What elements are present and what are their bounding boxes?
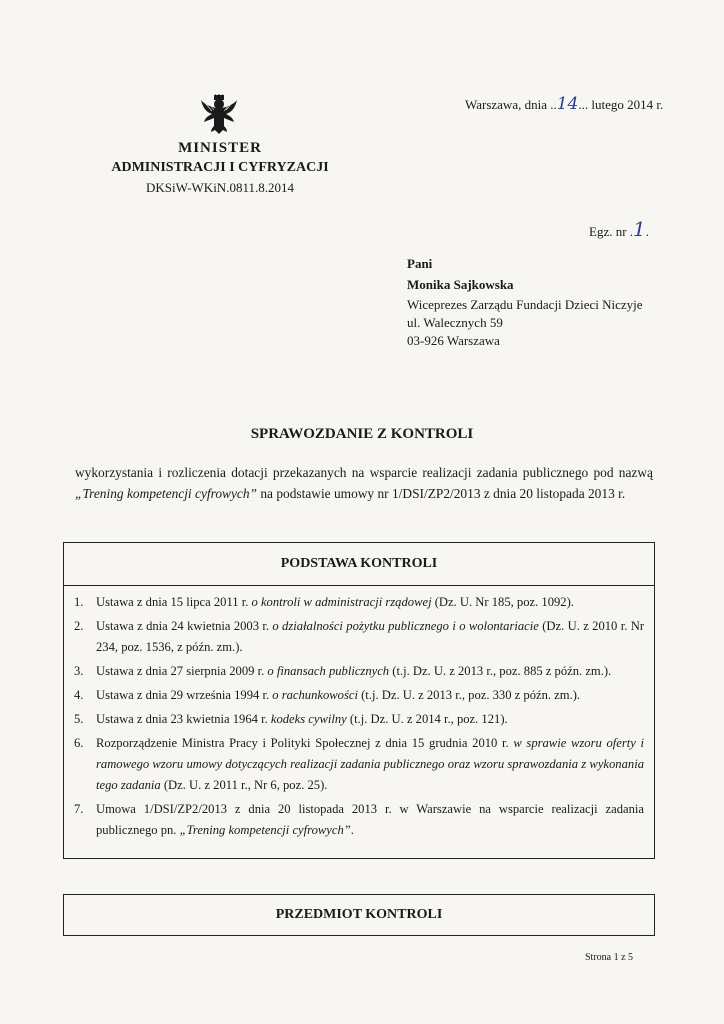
eagle-emblem-icon bbox=[200, 94, 238, 136]
copy-number: Egz. nr .1. bbox=[589, 217, 650, 241]
ministry-name: ADMINISTRACJI I CYFRYZACJI bbox=[111, 160, 329, 175]
ministry-title: MINISTER bbox=[178, 140, 262, 156]
addressee-street: ul. Walecznych 59 bbox=[407, 315, 503, 330]
list-item: 3. Ustawa z dnia 27 sierpnia 2009 r. o finansach publicznych (t.j. Dz. U. z 2013 r., poz. 885 z późn. zm.). bbox=[74, 664, 612, 678]
addressee-city: 03-926 Warszawa bbox=[407, 333, 500, 348]
subject-heading: PRZEDMIOT KONTROLI bbox=[63, 894, 655, 936]
list-item: 2. Ustawa z dnia 24 kwietnia 2003 r. o działalności pożytku publicznego i o wolontariacie (Dz. U. z 2010 r. Nr 234, poz. 1536, z późn. zm.). bbox=[74, 619, 645, 654]
basis-list bbox=[64, 586, 654, 841]
reference-number: DKSiW-WKiN.0811.8.2014 bbox=[146, 180, 294, 195]
handwritten-day: 14 bbox=[556, 94, 579, 114]
addressee-salutation: Pani bbox=[407, 256, 433, 271]
page-number: Strona 1 z 5 bbox=[585, 952, 634, 963]
list-item: 1. Ustawa z dnia 15 lipca 2011 r. o kontroli w administracji rządowej (Dz. U. Nr 185, poz. 1092). bbox=[74, 595, 574, 609]
place-date: Warszawa, dnia ..14... lutego 2014 r. bbox=[465, 94, 664, 114]
report-intro: wykorzystania i rozliczenia dotacji przekazanych na wsparcie realizacji zadania publicznego pod nazwą „Trening kompetencji cyfrowych” na podstawie umowy nr 1/DSI/ZP2/2013 z dnia 20 listopada 2013 r. bbox=[75, 465, 653, 501]
addressee-name: Monika Sajkowska bbox=[407, 277, 514, 292]
handwritten-copy-number: 1 bbox=[633, 217, 646, 241]
list-item: 5. Ustawa z dnia 23 kwietnia 1964 r. kodeks cywilny (t.j. Dz. U. z 2014 r., poz. 121). bbox=[74, 712, 508, 726]
addressee-position: Wiceprezes Zarządu Fundacji Dzieci Niczyje bbox=[407, 297, 643, 312]
basis-heading: PODSTAWA KONTROLI bbox=[64, 543, 654, 586]
list-item: 6. Rozporządzenie Ministra Pracy i Polityki Społecznej z dnia 15 grudnia 2010 r. w sprawie wzoru oferty i ramowego wzoru umowy dotyczących realizacji zadania publicznego oraz wzoru sprawozdania z wykonania tego zadania (Dz. U. z 2011 r., Nr 6, poz. 25). bbox=[74, 736, 644, 792]
report-title: SPRAWOZDANIE Z KONTROLI bbox=[250, 426, 474, 442]
list-item: 4. Ustawa z dnia 29 września 1994 r. o rachunkowości (t.j. Dz. U. z 2013 r., poz. 330 z późn. zm.). bbox=[74, 688, 581, 702]
basis-box bbox=[63, 542, 655, 859]
list-item: 7. Umowa 1/DSI/ZP2/2013 z dnia 20 listopada 2013 r. w Warszawie na wsparcie realizacji zadania publicznego pn. „Trening kompetencji cyfrowych”. bbox=[74, 802, 644, 837]
